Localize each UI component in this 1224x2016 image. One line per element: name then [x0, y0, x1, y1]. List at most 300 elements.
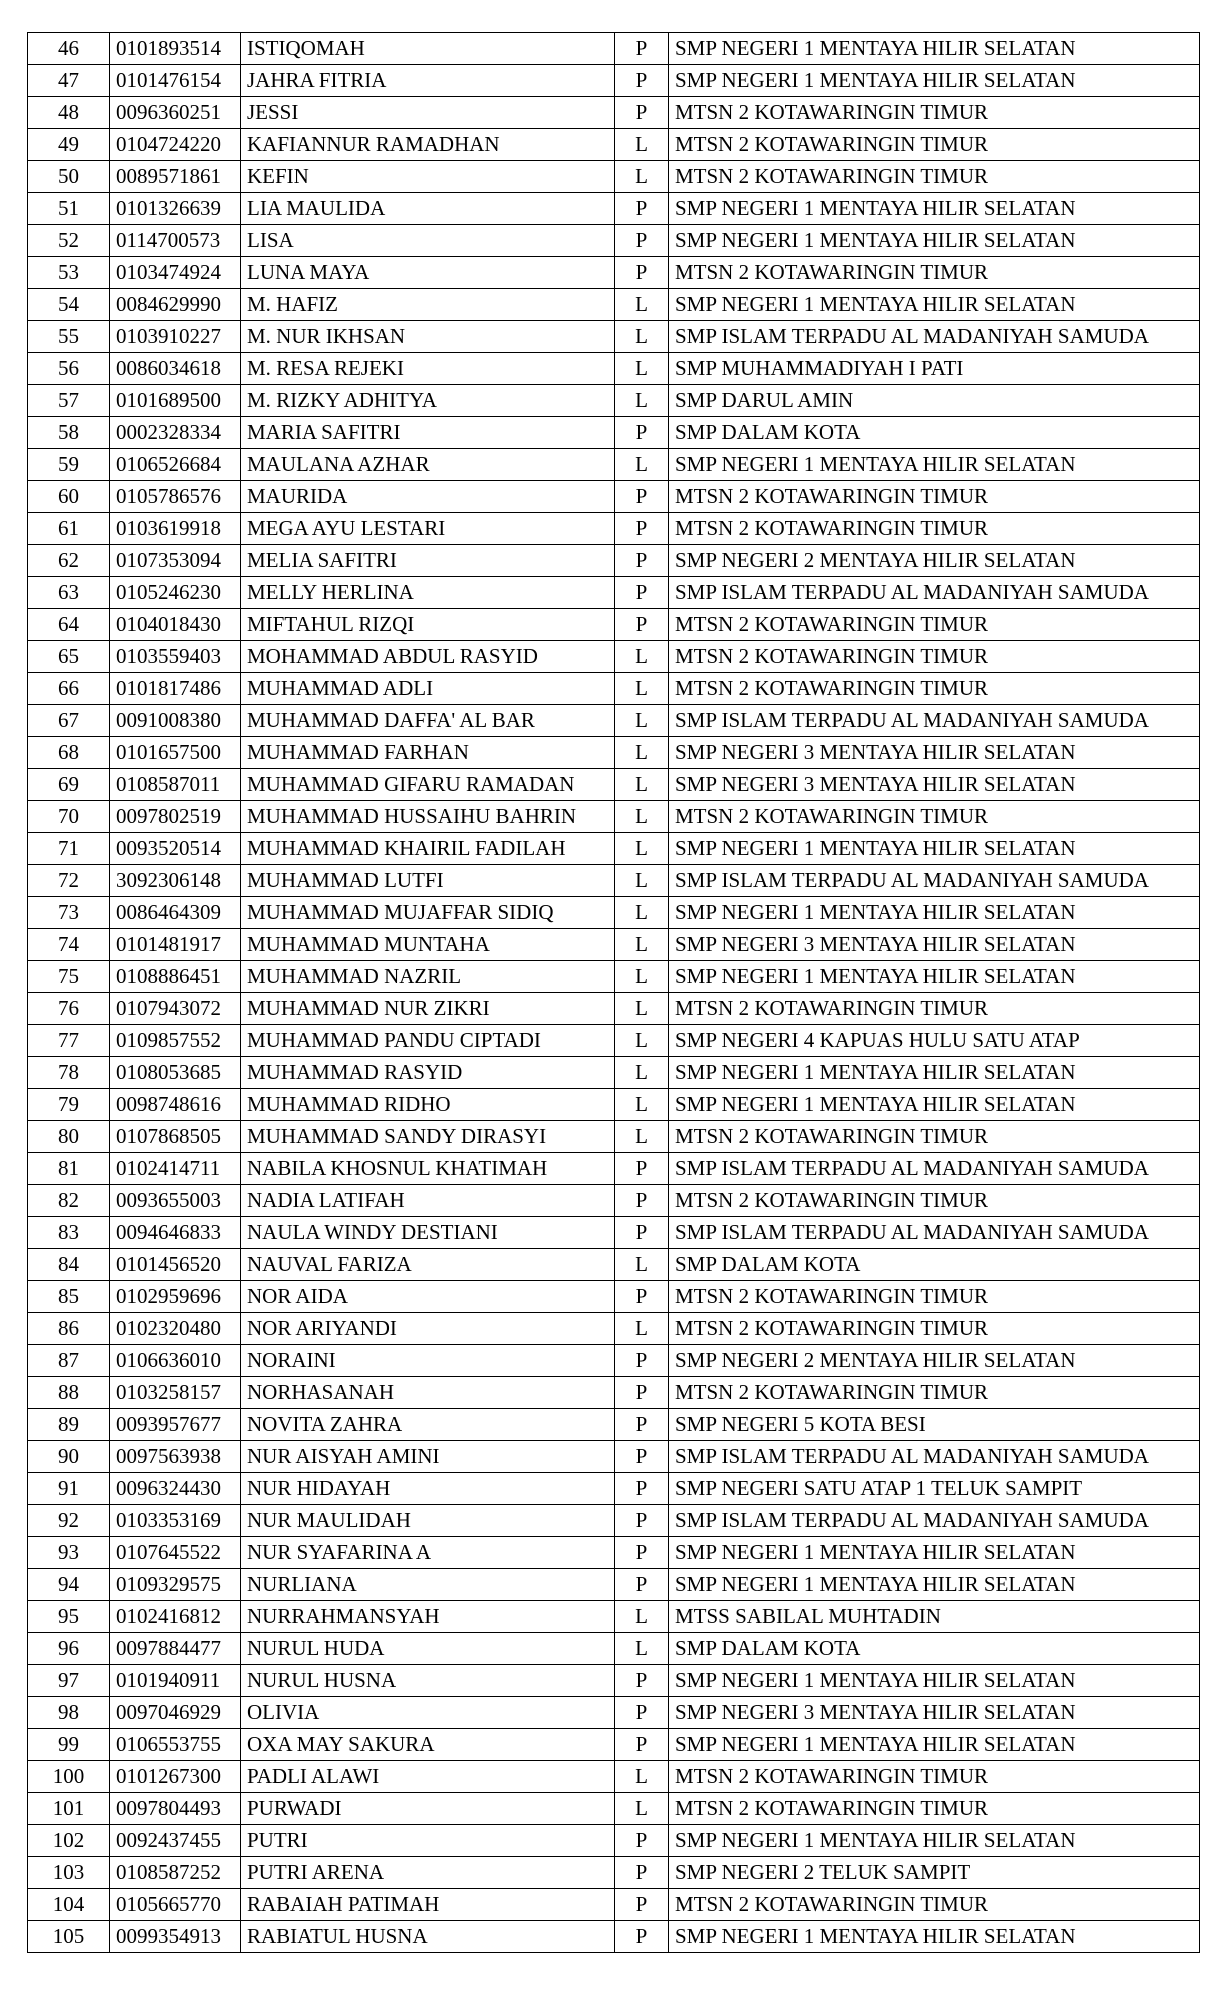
- student-name-cell: MUHAMMAD LUTFI: [241, 865, 615, 897]
- school-name-cell: MTSN 2 KOTAWARINGIN TIMUR: [669, 1185, 1200, 1217]
- row-number-cell: 89: [28, 1409, 110, 1441]
- school-name-cell: SMP NEGERI 4 KAPUAS HULU SATU ATAP: [669, 1025, 1200, 1057]
- student-id-cell: 0103619918: [110, 513, 241, 545]
- row-number-cell: 77: [28, 1025, 110, 1057]
- table-row: [28, 1601, 1200, 1633]
- student-name-cell: MELIA SAFITRI: [241, 545, 615, 577]
- table-row: [28, 1665, 1200, 1697]
- school-name-cell: SMP ISLAM TERPADU AL MADANIYAH SAMUDA: [669, 1505, 1200, 1537]
- gender-cell: P: [615, 481, 669, 513]
- table-row: [28, 1441, 1200, 1473]
- row-number-cell: 66: [28, 673, 110, 705]
- table-row: [28, 1025, 1200, 1057]
- student-id-cell: 0101817486: [110, 673, 241, 705]
- student-name-cell: LISA: [241, 225, 615, 257]
- table-row: [28, 1249, 1200, 1281]
- student-name-cell: M. RESA REJEKI: [241, 353, 615, 385]
- student-id-cell: 0107943072: [110, 993, 241, 1025]
- gender-cell: P: [615, 1281, 669, 1313]
- table-row: [28, 1089, 1200, 1121]
- student-name-cell: NUR AISYAH AMINI: [241, 1441, 615, 1473]
- school-name-cell: SMP ISLAM TERPADU AL MADANIYAH SAMUDA: [669, 865, 1200, 897]
- school-name-cell: MTSN 2 KOTAWARINGIN TIMUR: [669, 1377, 1200, 1409]
- student-name-cell: MAULANA AZHAR: [241, 449, 615, 481]
- student-name-cell: NOR AIDA: [241, 1281, 615, 1313]
- student-id-cell: 0097802519: [110, 801, 241, 833]
- school-name-cell: SMP NEGERI 1 MENTAYA HILIR SELATAN: [669, 1665, 1200, 1697]
- row-number-cell: 48: [28, 97, 110, 129]
- student-id-cell: 0099354913: [110, 1921, 241, 1953]
- student-id-cell: 0101689500: [110, 385, 241, 417]
- student-name-cell: NUR MAULIDAH: [241, 1505, 615, 1537]
- table-row: [28, 673, 1200, 705]
- row-number-cell: 53: [28, 257, 110, 289]
- gender-cell: L: [615, 1025, 669, 1057]
- student-name-cell: JESSI: [241, 97, 615, 129]
- student-name-cell: KAFIANNUR RAMADHAN: [241, 129, 615, 161]
- student-id-cell: 0106636010: [110, 1345, 241, 1377]
- gender-cell: P: [615, 1857, 669, 1889]
- gender-cell: L: [615, 321, 669, 353]
- student-id-cell: 0104018430: [110, 609, 241, 641]
- student-name-cell: MUHAMMAD MUJAFFAR SIDIQ: [241, 897, 615, 929]
- row-number-cell: 100: [28, 1761, 110, 1793]
- row-number-cell: 74: [28, 929, 110, 961]
- student-id-cell: 0103910227: [110, 321, 241, 353]
- table-row: [28, 1793, 1200, 1825]
- row-number-cell: 56: [28, 353, 110, 385]
- gender-cell: L: [615, 385, 669, 417]
- school-name-cell: SMP NEGERI 3 MENTAYA HILIR SELATAN: [669, 929, 1200, 961]
- gender-cell: P: [615, 577, 669, 609]
- table-row: [28, 769, 1200, 801]
- table-row: [28, 1889, 1200, 1921]
- student-id-cell: 0086034618: [110, 353, 241, 385]
- student-id-cell: 0086464309: [110, 897, 241, 929]
- gender-cell: P: [615, 1537, 669, 1569]
- row-number-cell: 62: [28, 545, 110, 577]
- row-number-cell: 59: [28, 449, 110, 481]
- student-id-cell: 0093957677: [110, 1409, 241, 1441]
- school-name-cell: MTSN 2 KOTAWARINGIN TIMUR: [669, 1313, 1200, 1345]
- student-name-cell: LIA MAULIDA: [241, 193, 615, 225]
- gender-cell: L: [615, 1761, 669, 1793]
- row-number-cell: 54: [28, 289, 110, 321]
- student-id-cell: 0101940911: [110, 1665, 241, 1697]
- table-row: [28, 1313, 1200, 1345]
- school-name-cell: MTSN 2 KOTAWARINGIN TIMUR: [669, 257, 1200, 289]
- student-name-cell: NURLIANA: [241, 1569, 615, 1601]
- table-row: [28, 1633, 1200, 1665]
- gender-cell: P: [615, 1505, 669, 1537]
- student-name-cell: MUHAMMAD ADLI: [241, 673, 615, 705]
- student-id-cell: 0101267300: [110, 1761, 241, 1793]
- table-row: [28, 1697, 1200, 1729]
- student-name-cell: NURUL HUSNA: [241, 1665, 615, 1697]
- row-number-cell: 50: [28, 161, 110, 193]
- table-row: [28, 129, 1200, 161]
- gender-cell: L: [615, 1633, 669, 1665]
- row-number-cell: 94: [28, 1569, 110, 1601]
- table-row: [28, 1377, 1200, 1409]
- gender-cell: P: [615, 1921, 669, 1953]
- gender-cell: L: [615, 1089, 669, 1121]
- row-number-cell: 55: [28, 321, 110, 353]
- table-row: [28, 481, 1200, 513]
- student-name-cell: MEGA AYU LESTARI: [241, 513, 615, 545]
- student-id-cell: 0094646833: [110, 1217, 241, 1249]
- gender-cell: L: [615, 1313, 669, 1345]
- table-row: [28, 161, 1200, 193]
- student-name-cell: NAUVAL FARIZA: [241, 1249, 615, 1281]
- row-number-cell: 84: [28, 1249, 110, 1281]
- school-name-cell: MTSN 2 KOTAWARINGIN TIMUR: [669, 1889, 1200, 1921]
- student-name-cell: MUHAMMAD DAFFA' AL BAR: [241, 705, 615, 737]
- table-row: [28, 1217, 1200, 1249]
- table-row: [28, 1185, 1200, 1217]
- student-name-cell: MARIA SAFITRI: [241, 417, 615, 449]
- student-id-cell: 0093520514: [110, 833, 241, 865]
- row-number-cell: 52: [28, 225, 110, 257]
- table-row: [28, 1569, 1200, 1601]
- table-row: [28, 65, 1200, 97]
- school-name-cell: SMP NEGERI 1 MENTAYA HILIR SELATAN: [669, 1057, 1200, 1089]
- student-id-cell: 0093655003: [110, 1185, 241, 1217]
- gender-cell: L: [615, 929, 669, 961]
- school-name-cell: SMP NEGERI 1 MENTAYA HILIR SELATAN: [669, 1825, 1200, 1857]
- gender-cell: L: [615, 353, 669, 385]
- gender-cell: L: [615, 449, 669, 481]
- student-id-cell: 0105665770: [110, 1889, 241, 1921]
- school-name-cell: SMP DARUL AMIN: [669, 385, 1200, 417]
- student-id-cell: 0107645522: [110, 1537, 241, 1569]
- student-name-cell: M. RIZKY ADHITYA: [241, 385, 615, 417]
- table-row: [28, 289, 1200, 321]
- student-name-cell: NURUL HUDA: [241, 1633, 615, 1665]
- table-row: [28, 1857, 1200, 1889]
- gender-cell: P: [615, 1345, 669, 1377]
- school-name-cell: SMP NEGERI 1 MENTAYA HILIR SELATAN: [669, 1569, 1200, 1601]
- school-name-cell: SMP ISLAM TERPADU AL MADANIYAH SAMUDA: [669, 1153, 1200, 1185]
- student-name-cell: NUR HIDAYAH: [241, 1473, 615, 1505]
- row-number-cell: 70: [28, 801, 110, 833]
- gender-cell: P: [615, 225, 669, 257]
- gender-cell: L: [615, 833, 669, 865]
- gender-cell: L: [615, 737, 669, 769]
- table-row: [28, 577, 1200, 609]
- row-number-cell: 105: [28, 1921, 110, 1953]
- student-id-cell: 0101476154: [110, 65, 241, 97]
- student-id-cell: 0002328334: [110, 417, 241, 449]
- student-name-cell: MUHAMMAD KHAIRIL FADILAH: [241, 833, 615, 865]
- student-id-cell: 0104724220: [110, 129, 241, 161]
- student-name-cell: MUHAMMAD MUNTAHA: [241, 929, 615, 961]
- school-name-cell: MTSN 2 KOTAWARINGIN TIMUR: [669, 673, 1200, 705]
- row-number-cell: 85: [28, 1281, 110, 1313]
- gender-cell: P: [615, 257, 669, 289]
- school-name-cell: SMP ISLAM TERPADU AL MADANIYAH SAMUDA: [669, 1217, 1200, 1249]
- gender-cell: P: [615, 1377, 669, 1409]
- table-row: [28, 897, 1200, 929]
- school-name-cell: SMP NEGERI 2 MENTAYA HILIR SELATAN: [669, 545, 1200, 577]
- table-row: [28, 1825, 1200, 1857]
- row-number-cell: 101: [28, 1793, 110, 1825]
- school-name-cell: SMP NEGERI 3 MENTAYA HILIR SELATAN: [669, 769, 1200, 801]
- table-row: [28, 1281, 1200, 1313]
- school-name-cell: MTSN 2 KOTAWARINGIN TIMUR: [669, 1281, 1200, 1313]
- school-name-cell: SMP NEGERI 5 KOTA BESI: [669, 1409, 1200, 1441]
- student-name-cell: JAHRA FITRIA: [241, 65, 615, 97]
- student-name-cell: RABAIAH PATIMAH: [241, 1889, 615, 1921]
- school-name-cell: SMP MUHAMMADIYAH I PATI: [669, 353, 1200, 385]
- gender-cell: P: [615, 33, 669, 65]
- school-name-cell: SMP NEGERI 3 MENTAYA HILIR SELATAN: [669, 737, 1200, 769]
- student-name-cell: MUHAMMAD NAZRIL: [241, 961, 615, 993]
- student-table: [27, 32, 1200, 1953]
- student-id-cell: 0103353169: [110, 1505, 241, 1537]
- school-name-cell: SMP NEGERI 1 MENTAYA HILIR SELATAN: [669, 1089, 1200, 1121]
- student-id-cell: 0107353094: [110, 545, 241, 577]
- student-name-cell: MUHAMMAD GIFARU RAMADAN: [241, 769, 615, 801]
- table-row: [28, 993, 1200, 1025]
- gender-cell: L: [615, 897, 669, 929]
- row-number-cell: 93: [28, 1537, 110, 1569]
- school-name-cell: SMP DALAM KOTA: [669, 1249, 1200, 1281]
- table-row: [28, 97, 1200, 129]
- school-name-cell: SMP DALAM KOTA: [669, 417, 1200, 449]
- student-name-cell: M. HAFIZ: [241, 289, 615, 321]
- school-name-cell: MTSN 2 KOTAWARINGIN TIMUR: [669, 1761, 1200, 1793]
- row-number-cell: 73: [28, 897, 110, 929]
- school-name-cell: SMP NEGERI SATU ATAP 1 TELUK SAMPIT: [669, 1473, 1200, 1505]
- gender-cell: L: [615, 641, 669, 673]
- table-row: [28, 257, 1200, 289]
- student-id-cell: 0108053685: [110, 1057, 241, 1089]
- student-name-cell: LUNA MAYA: [241, 257, 615, 289]
- row-number-cell: 60: [28, 481, 110, 513]
- student-id-cell: 0105246230: [110, 577, 241, 609]
- table-row: [28, 1409, 1200, 1441]
- row-number-cell: 90: [28, 1441, 110, 1473]
- row-number-cell: 86: [28, 1313, 110, 1345]
- school-name-cell: SMP NEGERI 1 MENTAYA HILIR SELATAN: [669, 65, 1200, 97]
- table-row: [28, 33, 1200, 65]
- table-row: [28, 513, 1200, 545]
- table-row: [28, 737, 1200, 769]
- student-id-cell: 0097563938: [110, 1441, 241, 1473]
- school-name-cell: MTSN 2 KOTAWARINGIN TIMUR: [669, 1121, 1200, 1153]
- row-number-cell: 88: [28, 1377, 110, 1409]
- gender-cell: L: [615, 705, 669, 737]
- student-id-cell: 0101456520: [110, 1249, 241, 1281]
- table-row: [28, 961, 1200, 993]
- student-name-cell: MAURIDA: [241, 481, 615, 513]
- gender-cell: P: [615, 97, 669, 129]
- gender-cell: P: [615, 417, 669, 449]
- gender-cell: L: [615, 289, 669, 321]
- school-name-cell: MTSN 2 KOTAWARINGIN TIMUR: [669, 481, 1200, 513]
- row-number-cell: 68: [28, 737, 110, 769]
- student-id-cell: 0109329575: [110, 1569, 241, 1601]
- gender-cell: P: [615, 545, 669, 577]
- student-name-cell: NAULA WINDY DESTIANI: [241, 1217, 615, 1249]
- student-name-cell: NABILA KHOSNUL KHATIMAH: [241, 1153, 615, 1185]
- student-name-cell: NURRAHMANSYAH: [241, 1601, 615, 1633]
- table-row: [28, 1729, 1200, 1761]
- student-id-cell: 0103258157: [110, 1377, 241, 1409]
- row-number-cell: 82: [28, 1185, 110, 1217]
- school-name-cell: SMP NEGERI 3 MENTAYA HILIR SELATAN: [669, 1697, 1200, 1729]
- table-row: [28, 865, 1200, 897]
- gender-cell: P: [615, 609, 669, 641]
- row-number-cell: 63: [28, 577, 110, 609]
- school-name-cell: SMP ISLAM TERPADU AL MADANIYAH SAMUDA: [669, 1441, 1200, 1473]
- table-row: [28, 225, 1200, 257]
- student-id-cell: 0084629990: [110, 289, 241, 321]
- school-name-cell: SMP NEGERI 1 MENTAYA HILIR SELATAN: [669, 897, 1200, 929]
- student-id-cell: 0103559403: [110, 641, 241, 673]
- student-id-cell: 0106553755: [110, 1729, 241, 1761]
- student-id-cell: 0092437455: [110, 1825, 241, 1857]
- gender-cell: P: [615, 513, 669, 545]
- gender-cell: P: [615, 1473, 669, 1505]
- gender-cell: L: [615, 673, 669, 705]
- student-id-cell: 0097884477: [110, 1633, 241, 1665]
- gender-cell: L: [615, 1057, 669, 1089]
- student-name-cell: MUHAMMAD RIDHO: [241, 1089, 615, 1121]
- student-name-cell: PADLI ALAWI: [241, 1761, 615, 1793]
- table-row: [28, 545, 1200, 577]
- school-name-cell: MTSN 2 KOTAWARINGIN TIMUR: [669, 609, 1200, 641]
- row-number-cell: 102: [28, 1825, 110, 1857]
- row-number-cell: 65: [28, 641, 110, 673]
- school-name-cell: SMP NEGERI 1 MENTAYA HILIR SELATAN: [669, 193, 1200, 225]
- table-row: [28, 1761, 1200, 1793]
- row-number-cell: 69: [28, 769, 110, 801]
- student-name-cell: MUHAMMAD RASYID: [241, 1057, 615, 1089]
- school-name-cell: MTSN 2 KOTAWARINGIN TIMUR: [669, 801, 1200, 833]
- student-name-cell: MUHAMMAD SANDY DIRASYI: [241, 1121, 615, 1153]
- student-table-body: [28, 33, 1200, 1953]
- row-number-cell: 81: [28, 1153, 110, 1185]
- school-name-cell: MTSN 2 KOTAWARINGIN TIMUR: [669, 1793, 1200, 1825]
- row-number-cell: 83: [28, 1217, 110, 1249]
- row-number-cell: 91: [28, 1473, 110, 1505]
- student-id-cell: 0096360251: [110, 97, 241, 129]
- row-number-cell: 97: [28, 1665, 110, 1697]
- row-number-cell: 46: [28, 33, 110, 65]
- student-id-cell: 0089571861: [110, 161, 241, 193]
- student-name-cell: NADIA LATIFAH: [241, 1185, 615, 1217]
- school-name-cell: SMP NEGERI 1 MENTAYA HILIR SELATAN: [669, 449, 1200, 481]
- student-name-cell: RABIATUL HUSNA: [241, 1921, 615, 1953]
- student-name-cell: NOR ARIYANDI: [241, 1313, 615, 1345]
- student-id-cell: 0097804493: [110, 1793, 241, 1825]
- table-row: [28, 353, 1200, 385]
- school-name-cell: SMP NEGERI 1 MENTAYA HILIR SELATAN: [669, 1537, 1200, 1569]
- gender-cell: P: [615, 1889, 669, 1921]
- student-id-cell: 0101657500: [110, 737, 241, 769]
- student-id-cell: 0102959696: [110, 1281, 241, 1313]
- student-id-cell: 0096324430: [110, 1473, 241, 1505]
- student-name-cell: MUHAMMAD FARHAN: [241, 737, 615, 769]
- gender-cell: L: [615, 129, 669, 161]
- row-number-cell: 64: [28, 609, 110, 641]
- student-id-cell: 0091008380: [110, 705, 241, 737]
- table-row: [28, 1505, 1200, 1537]
- student-id-cell: 0105786576: [110, 481, 241, 513]
- student-id-cell: 0097046929: [110, 1697, 241, 1729]
- gender-cell: P: [615, 1441, 669, 1473]
- gender-cell: P: [615, 1153, 669, 1185]
- student-name-cell: PURWADI: [241, 1793, 615, 1825]
- row-number-cell: 96: [28, 1633, 110, 1665]
- row-number-cell: 57: [28, 385, 110, 417]
- student-name-cell: OLIVIA: [241, 1697, 615, 1729]
- row-number-cell: 95: [28, 1601, 110, 1633]
- row-number-cell: 51: [28, 193, 110, 225]
- gender-cell: L: [615, 961, 669, 993]
- row-number-cell: 104: [28, 1889, 110, 1921]
- school-name-cell: SMP ISLAM TERPADU AL MADANIYAH SAMUDA: [669, 321, 1200, 353]
- student-name-cell: MUHAMMAD NUR ZIKRI: [241, 993, 615, 1025]
- row-number-cell: 80: [28, 1121, 110, 1153]
- student-id-cell: 0102320480: [110, 1313, 241, 1345]
- table-row: [28, 321, 1200, 353]
- school-name-cell: SMP ISLAM TERPADU AL MADANIYAH SAMUDA: [669, 577, 1200, 609]
- student-id-cell: 0101893514: [110, 33, 241, 65]
- gender-cell: P: [615, 1825, 669, 1857]
- student-name-cell: OXA MAY SAKURA: [241, 1729, 615, 1761]
- school-name-cell: SMP NEGERI 1 MENTAYA HILIR SELATAN: [669, 1729, 1200, 1761]
- school-name-cell: SMP NEGERI 1 MENTAYA HILIR SELATAN: [669, 225, 1200, 257]
- table-row: [28, 1057, 1200, 1089]
- school-name-cell: MTSN 2 KOTAWARINGIN TIMUR: [669, 993, 1200, 1025]
- table-row: [28, 801, 1200, 833]
- student-id-cell: 0103474924: [110, 257, 241, 289]
- gender-cell: L: [615, 161, 669, 193]
- row-number-cell: 76: [28, 993, 110, 1025]
- table-row: [28, 609, 1200, 641]
- row-number-cell: 79: [28, 1089, 110, 1121]
- student-id-cell: 0108886451: [110, 961, 241, 993]
- school-name-cell: MTSN 2 KOTAWARINGIN TIMUR: [669, 513, 1200, 545]
- school-name-cell: SMP NEGERI 1 MENTAYA HILIR SELATAN: [669, 961, 1200, 993]
- student-name-cell: MIFTAHUL RIZQI: [241, 609, 615, 641]
- table-row: [28, 1153, 1200, 1185]
- student-id-cell: 0108587252: [110, 1857, 241, 1889]
- table-row: [28, 1473, 1200, 1505]
- student-name-cell: MOHAMMAD ABDUL RASYID: [241, 641, 615, 673]
- gender-cell: L: [615, 1601, 669, 1633]
- gender-cell: L: [615, 1121, 669, 1153]
- student-name-cell: MELLY HERLINA: [241, 577, 615, 609]
- student-id-cell: 0098748616: [110, 1089, 241, 1121]
- school-name-cell: SMP NEGERI 1 MENTAYA HILIR SELATAN: [669, 833, 1200, 865]
- student-id-cell: 0102414711: [110, 1153, 241, 1185]
- school-name-cell: SMP DALAM KOTA: [669, 1633, 1200, 1665]
- row-number-cell: 67: [28, 705, 110, 737]
- table-row: [28, 1537, 1200, 1569]
- gender-cell: L: [615, 1249, 669, 1281]
- table-row: [28, 1345, 1200, 1377]
- row-number-cell: 75: [28, 961, 110, 993]
- student-id-cell: 0101326639: [110, 193, 241, 225]
- student-id-cell: 0107868505: [110, 1121, 241, 1153]
- gender-cell: L: [615, 769, 669, 801]
- school-name-cell: MTSN 2 KOTAWARINGIN TIMUR: [669, 161, 1200, 193]
- table-row: [28, 1121, 1200, 1153]
